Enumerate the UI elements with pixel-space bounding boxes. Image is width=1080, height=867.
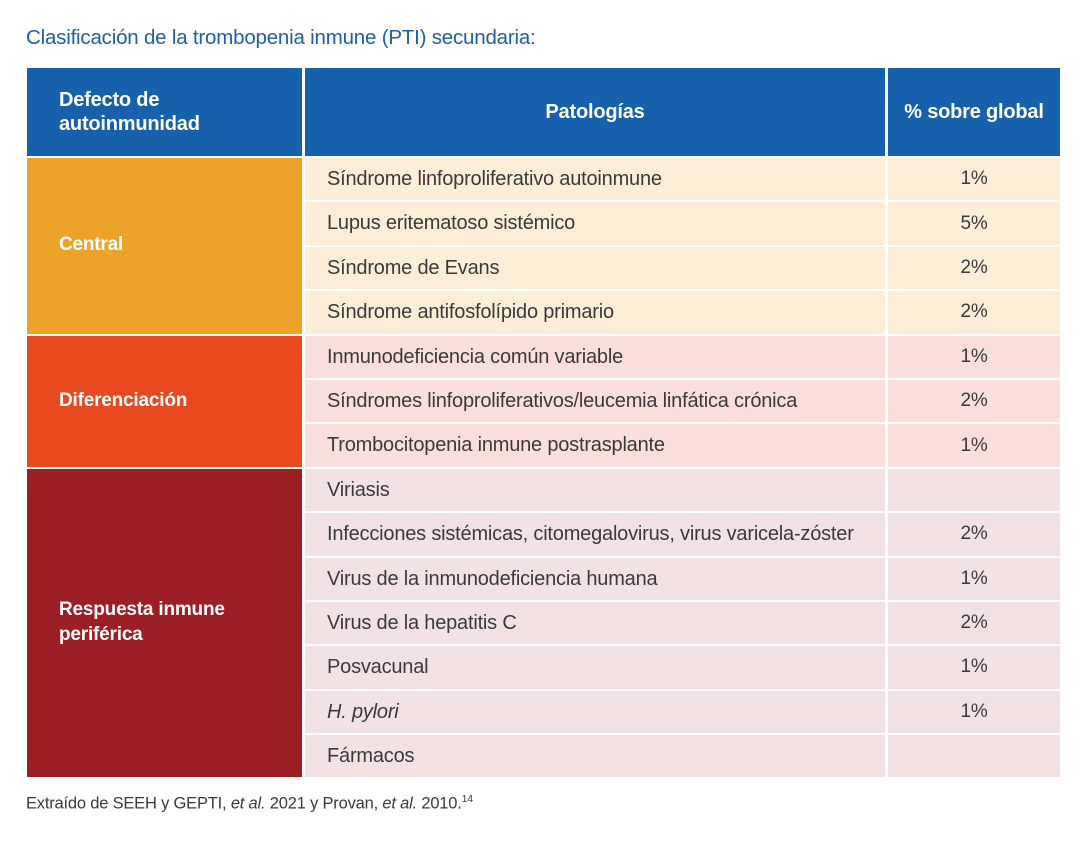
table-row <box>27 158 1060 200</box>
pathology-cell: Inmunodeficiencia común variable <box>305 336 885 378</box>
percent-cell: 2% <box>888 380 1060 422</box>
pathology-cell: Fármacos <box>305 735 885 777</box>
category-cell-central: Central <box>27 158 302 334</box>
header-percent: % sobre global <box>888 68 1060 156</box>
percent-cell: 1% <box>888 691 1060 733</box>
category-cell-diferenciacion: Diferenciación <box>27 336 302 467</box>
percent-cell: 5% <box>888 202 1060 244</box>
pathology-cell: Infecciones sistémicas, citomegalovirus, virus varicela-zóster <box>305 513 885 555</box>
category-cell-respuesta: Respuesta inmune periférica <box>27 469 302 778</box>
percent-cell: 1% <box>888 646 1060 688</box>
footnote-part-3: 2010. <box>421 794 462 813</box>
pathology-cell: Síndrome linfoproliferativo autoinmune <box>305 158 885 200</box>
pathology-cell: Trombocitopenia inmune postrasplante <box>305 424 885 466</box>
footnote-part-2: 2021 y Provan, <box>269 794 378 813</box>
percent-cell: 2% <box>888 602 1060 644</box>
header-pathologies: Patologías <box>305 68 885 156</box>
footnote-part-1: Extraído de SEEH y GEPTI, <box>26 794 227 813</box>
percent-cell: 1% <box>888 424 1060 466</box>
table-row <box>27 469 1060 511</box>
percent-cell: 2% <box>888 247 1060 289</box>
pathology-cell: Virus de la inmunodeficiencia humana <box>305 558 885 600</box>
footnote-italic-2: et al. <box>382 794 417 813</box>
pathology-cell: Síndrome de Evans <box>305 247 885 289</box>
table-row <box>27 336 1060 378</box>
pathology-cell: Síndromes linfoproliferativos/leucemia linfática crónica <box>305 380 885 422</box>
table-header-row <box>27 68 1060 156</box>
percent-cell: 1% <box>888 158 1060 200</box>
pathology-cell: Posvacunal <box>305 646 885 688</box>
header-category: Defecto de autoinmunidad <box>27 68 302 156</box>
source-footnote <box>26 793 1056 814</box>
classification-table <box>24 66 1063 779</box>
pathology-cell: Síndrome antifosfolípido primario <box>305 291 885 333</box>
pathology-cell: Viriasis <box>305 469 885 511</box>
pathology-cell: Virus de la hepatitis C <box>305 602 885 644</box>
percent-cell: 2% <box>888 513 1060 555</box>
footnote-italic-1: et al. <box>230 794 266 813</box>
percent-cell: 2% <box>888 291 1060 333</box>
percent-cell <box>888 735 1060 777</box>
percent-cell <box>888 469 1060 511</box>
pathology-cell: Lupus eritematoso sistémico <box>305 202 885 244</box>
footnote-reference: 14 <box>461 793 473 806</box>
page-title: Clasificación de la trombopenia inmune (PTI) secundaria: <box>26 26 536 49</box>
pathology-cell: H. pylori <box>305 691 885 733</box>
percent-cell: 1% <box>888 336 1060 378</box>
percent-cell: 1% <box>888 558 1060 600</box>
